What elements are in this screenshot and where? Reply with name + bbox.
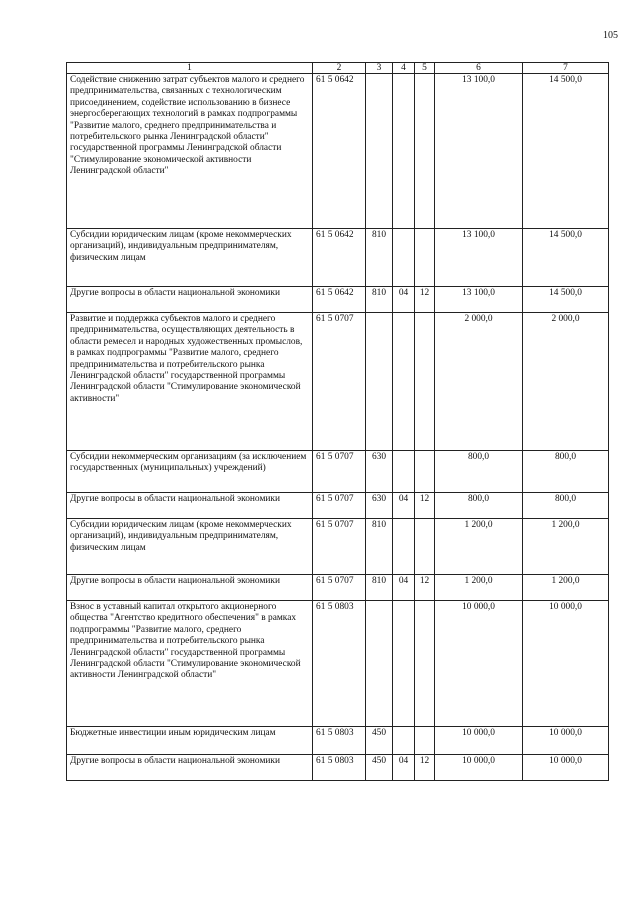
row-name: Субсидии юридическим лицам (кроме некоммерческих организаций), индивидуальным предпринимателям, физическим лицам	[67, 519, 313, 575]
table-row	[67, 313, 609, 451]
row-section	[393, 229, 415, 287]
column-header: 2	[313, 63, 366, 74]
row-expense-type	[366, 601, 393, 727]
table-row	[67, 601, 609, 727]
row-subsection: 12	[415, 575, 435, 601]
row-name: Субсидии юридическим лицам (кроме некоммерческих организаций), индивидуальным предпринимателям, физическим лицам	[67, 229, 313, 287]
row-amount-year2: 10 000,0	[523, 601, 609, 727]
page-number: 105	[603, 30, 618, 41]
row-amount-year1: 2 000,0	[435, 313, 523, 451]
row-amount-year1: 10 000,0	[435, 601, 523, 727]
row-target-code: 61 5 0803	[313, 727, 366, 755]
table-row	[67, 727, 609, 755]
row-target-code: 61 5 0803	[313, 601, 366, 727]
row-amount-year2: 14 500,0	[523, 287, 609, 313]
row-target-code: 61 5 0707	[313, 575, 366, 601]
column-header: 5	[415, 63, 435, 74]
row-subsection: 12	[415, 287, 435, 313]
row-amount-year2: 800,0	[523, 493, 609, 519]
row-amount-year1: 13 100,0	[435, 229, 523, 287]
table-row	[67, 575, 609, 601]
row-expense-type: 450	[366, 755, 393, 781]
row-subsection: 12	[415, 493, 435, 519]
column-header: 4	[393, 63, 415, 74]
row-section	[393, 727, 415, 755]
row-target-code: 61 5 0642	[313, 229, 366, 287]
row-amount-year1: 10 000,0	[435, 755, 523, 781]
row-name: Субсидии некоммерческим организациям (за исключением государственных (муниципальных) учреждений)	[67, 451, 313, 493]
row-amount-year2: 1 200,0	[523, 519, 609, 575]
row-section	[393, 451, 415, 493]
row-subsection: 12	[415, 755, 435, 781]
budget-table	[66, 62, 609, 781]
row-name: Другие вопросы в области национальной экономики	[67, 287, 313, 313]
row-name: Взнос в уставный капитал открытого акционерного общества "Агентство кредитного обеспечения" в рамках подпрограммы "Развитие малого, среднего предпринимательства и потребительского рынка Ленинградской области" государственной программы Ленинградской области "Стимулирование экономической активности Ленинградской области"	[67, 601, 313, 727]
column-header: 3	[366, 63, 393, 74]
row-amount-year2: 800,0	[523, 451, 609, 493]
row-section: 04	[393, 755, 415, 781]
row-expense-type: 810	[366, 575, 393, 601]
row-name: Другие вопросы в области национальной экономики	[67, 493, 313, 519]
row-section	[393, 519, 415, 575]
table-row	[67, 74, 609, 229]
row-amount-year1: 1 200,0	[435, 575, 523, 601]
row-expense-type: 630	[366, 451, 393, 493]
row-target-code: 61 5 0707	[313, 451, 366, 493]
row-target-code: 61 5 0803	[313, 755, 366, 781]
row-expense-type: 810	[366, 287, 393, 313]
column-header: 6	[435, 63, 523, 74]
row-subsection	[415, 451, 435, 493]
row-section	[393, 74, 415, 229]
table-header-row	[67, 63, 609, 74]
table-row	[67, 519, 609, 575]
row-subsection	[415, 229, 435, 287]
row-section: 04	[393, 575, 415, 601]
row-amount-year1: 800,0	[435, 493, 523, 519]
row-subsection	[415, 727, 435, 755]
row-amount-year2: 10 000,0	[523, 727, 609, 755]
row-expense-type: 450	[366, 727, 393, 755]
row-section	[393, 313, 415, 451]
row-expense-type	[366, 74, 393, 229]
table-row	[67, 229, 609, 287]
table-row	[67, 755, 609, 781]
row-amount-year1: 13 100,0	[435, 74, 523, 229]
table-row	[67, 493, 609, 519]
row-section	[393, 601, 415, 727]
row-target-code: 61 5 0707	[313, 493, 366, 519]
row-name: Развитие и поддержка субъектов малого и среднего предпринимательства, осуществляющих деятельность в области ремесел и народных художественных промыслов, в рамках подпрограммы "Развитие малого, среднего предпринимательства и потребительского рынка Ленинградской области" государственной программы Ленинградской области "Стимулирование экономической активности"	[67, 313, 313, 451]
row-name: Другие вопросы в области национальной экономики	[67, 755, 313, 781]
row-amount-year1: 10 000,0	[435, 727, 523, 755]
row-expense-type: 630	[366, 493, 393, 519]
row-amount-year2: 2 000,0	[523, 313, 609, 451]
row-name: Бюджетные инвестиции иным юридическим лицам	[67, 727, 313, 755]
row-target-code: 61 5 0707	[313, 519, 366, 575]
row-amount-year2: 14 500,0	[523, 74, 609, 229]
row-name: Содействие снижению затрат субъектов малого и среднего предпринимательства, связанных с технологическим присоединением, содействие использованию в бизнесе энергосберегающих технологий в рамках подпрограммы "Развитие малого, среднего предпринимательства и потребительского рынка Ленинградской области" государственной программы Ленинградской области "Стимулирование экономической активности Ленинградской области"	[67, 74, 313, 229]
row-target-code: 61 5 0707	[313, 313, 366, 451]
table-row	[67, 451, 609, 493]
row-expense-type: 810	[366, 229, 393, 287]
row-expense-type: 810	[366, 519, 393, 575]
row-amount-year2: 14 500,0	[523, 229, 609, 287]
column-header: 7	[523, 63, 609, 74]
row-name: Другие вопросы в области национальной экономики	[67, 575, 313, 601]
row-expense-type	[366, 313, 393, 451]
row-amount-year2: 1 200,0	[523, 575, 609, 601]
row-target-code: 61 5 0642	[313, 74, 366, 229]
row-amount-year1: 800,0	[435, 451, 523, 493]
row-subsection	[415, 74, 435, 229]
column-header: 1	[67, 63, 313, 74]
row-amount-year1: 13 100,0	[435, 287, 523, 313]
row-section: 04	[393, 493, 415, 519]
row-subsection	[415, 519, 435, 575]
row-target-code: 61 5 0642	[313, 287, 366, 313]
row-amount-year1: 1 200,0	[435, 519, 523, 575]
row-amount-year2: 10 000,0	[523, 755, 609, 781]
row-section: 04	[393, 287, 415, 313]
row-subsection	[415, 313, 435, 451]
row-subsection	[415, 601, 435, 727]
table-row	[67, 287, 609, 313]
